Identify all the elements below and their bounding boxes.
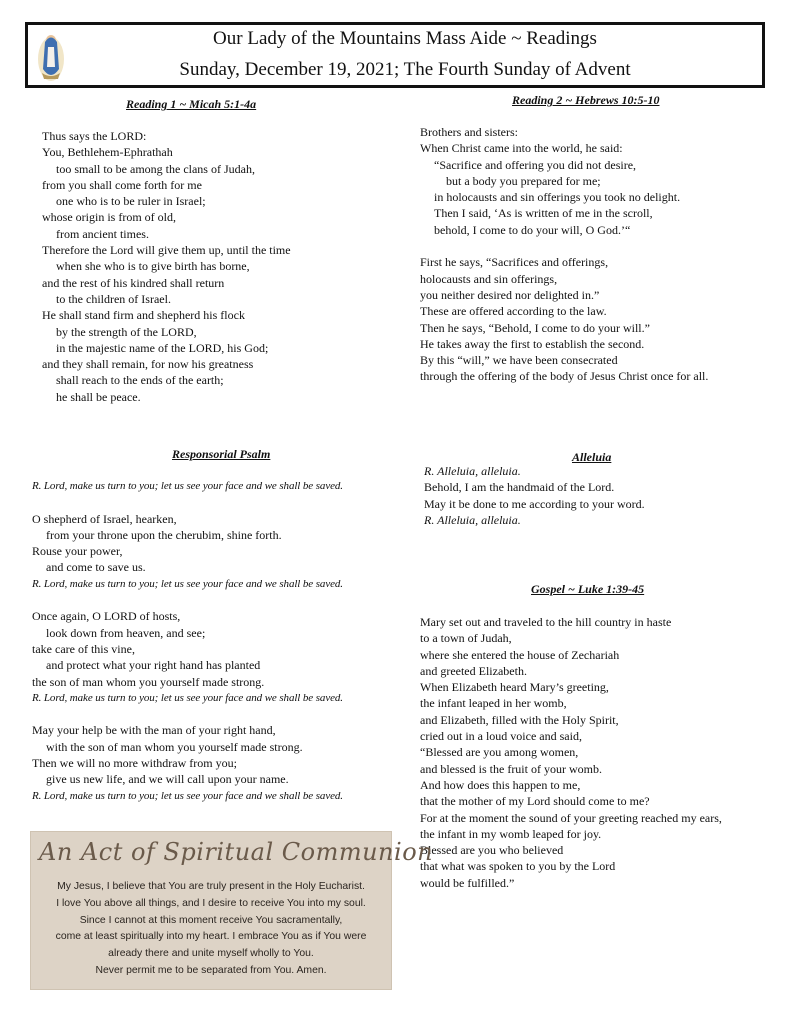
reading1-line: one who is to be ruler in Israel;	[56, 194, 206, 209]
gospel-line: For at the moment the sound of your greeting reached my ears,	[420, 810, 722, 825]
reading1-text	[42, 128, 291, 405]
prayer-line: Never permit me to be separated from You. Amen.	[95, 964, 327, 976]
gospel-line: where she entered the house of Zechariah	[420, 647, 620, 662]
gospel-heading: Gospel ~ Luke 1:39-45	[531, 582, 645, 596]
gospel-line: and Elizabeth, filled with the Holy Spirit,	[420, 712, 619, 727]
reading1-line: and the rest of his kindred shall return	[42, 275, 225, 290]
gospel-line: the infant in my womb leaped for joy.	[420, 826, 602, 841]
reading2-heading: Reading 2 ~ Hebrews 10:5-10	[512, 93, 660, 107]
psalm-line: with the son of man whom you yourself made strong.	[46, 739, 303, 754]
gospel-line: and blessed is the fruit of your womb.	[420, 761, 602, 776]
reading2-line: When Christ came into the world, he said:	[420, 141, 623, 156]
psalm-response: R. Lord, make us turn to you; let us see your face and we shall be saved.	[32, 480, 343, 492]
psalm-line: Once again, O LORD of hosts,	[32, 609, 181, 624]
psalm-response: R. Lord, make us turn to you; let us see your face and we shall be saved.	[32, 789, 343, 802]
gospel-line: When Elizabeth heard Mary’s greeting,	[420, 680, 609, 695]
psalm-line: give us new life, and we will call upon your name.	[46, 772, 289, 787]
reading1-line: He shall stand firm and shepherd his flock	[42, 308, 245, 323]
reading2-line: Then I said, ‘As is written of me in the scroll,	[434, 206, 653, 221]
gospel-line: Blessed are you who believed	[420, 843, 564, 858]
prayer-line: Since I cannot at this moment receive You sacramentally,	[79, 914, 343, 926]
header-date: Sunday, December 19, 2021; The Fourth Sunday of Advent	[179, 59, 631, 80]
reading2-line: holocausts and sin offerings,	[420, 271, 558, 286]
reading2-line: you neither desired nor delighted in.”	[420, 287, 600, 302]
prayer-line: My Jesus, I believe that You are truly present in the Holy Eucharist.	[57, 881, 365, 892]
reading2-line: in holocausts and sin offerings you took no delight.	[434, 190, 681, 205]
header-title: Our Lady of the Mountains Mass Aide ~ Readings	[213, 28, 597, 49]
gospel-line: And how does this happen to me,	[420, 777, 581, 792]
reading1-heading: Reading 1 ~ Micah 5:1-4a	[126, 97, 257, 111]
alleluia-heading: Alleluia	[572, 450, 612, 464]
alleluia-line: R. Alleluia, alleluia.	[424, 464, 521, 478]
reading2-line: “Sacrifice and offering you did not desire,	[434, 157, 637, 172]
reading2-line: Then he says, “Behold, I come to do your will.”	[420, 320, 650, 335]
reading2-line: behold, I come to do your will, O God.’“	[434, 222, 631, 237]
psalm-line: the son of man whom you yourself made strong.	[32, 674, 265, 689]
psalm-line: and come to save us.	[46, 560, 146, 575]
alleluia-line: R. Alleluia, alleluia.	[424, 512, 521, 527]
alleluia-line: May it be done to me according to your word.	[424, 496, 645, 511]
gospel-line: Mary set out and traveled to the hill country in haste	[420, 615, 672, 629]
psalm-line: May your help be with the man of your right hand,	[32, 723, 276, 738]
gospel-line: and greeted Elizabeth.	[420, 663, 527, 678]
reading1-line: and they shall remain, for now his greatness	[42, 357, 254, 372]
spiritual-communion-prayer	[31, 879, 391, 980]
psalm-line: and protect what your right hand has planted	[46, 658, 261, 673]
psalm-line: take care of this vine,	[32, 641, 135, 656]
reading2-line: through the offering of the body of Jesus Christ once for all.	[420, 369, 709, 384]
gospel-line: that the mother of my Lord should come to me?	[420, 794, 650, 809]
reading2-line: First he says, “Sacrifices and offerings,	[420, 255, 609, 270]
reading2-line: By this “will,” we have been consecrated	[420, 353, 618, 368]
reading1-line: from ancient times.	[56, 226, 149, 241]
alleluia-text	[424, 463, 645, 528]
psalm-text	[32, 478, 343, 804]
psalm-line: Then we will no more withdraw from you;	[32, 756, 237, 771]
reading1-line: whose origin is from of old,	[42, 210, 176, 225]
reading1-line: in the majestic name of the LORD, his God;	[56, 340, 269, 355]
reading1-line: from you shall come forth for me	[42, 177, 202, 192]
psalm-line: O shepherd of Israel, hearken,	[32, 511, 177, 526]
reading1-line: to the children of Israel.	[56, 291, 171, 306]
alleluia-line: Behold, I am the handmaid of the Lord.	[424, 480, 615, 495]
prayer-line: come at least spiritually into my heart. I embrace You as if You were	[55, 931, 367, 943]
gospel-line: “Blessed are you among women,	[420, 745, 579, 760]
reading1-line: too small to be among the clans of Judah,	[56, 161, 255, 176]
reading1-line: Thus says the LORD:	[42, 129, 147, 143]
page-header	[25, 22, 765, 88]
reading2-line: but a body you prepared for me;	[446, 173, 601, 188]
gospel-line: the infant leaped in her womb,	[420, 696, 567, 711]
reading2-line: He takes away the first to establish the second.	[420, 336, 645, 351]
spiritual-communion-title: An Act of Spiritual Communion	[39, 838, 434, 866]
psalm-line: from your throne upon the cherubim, shine forth.	[46, 527, 282, 542]
prayer-line: I love You above all things, and I desire to receive You into my soul.	[56, 897, 366, 909]
gospel-line: would be fulfilled.”	[420, 875, 515, 890]
reading1-line: he shall be peace.	[56, 389, 141, 404]
prayer-line: already there and unite myself wholly to You.	[108, 948, 314, 960]
gospel-line: that what was spoken to you by the Lord	[420, 859, 616, 874]
spiritual-communion-card	[30, 831, 434, 990]
psalm-heading: Responsorial Psalm	[172, 447, 271, 461]
psalm-response: R. Lord, make us turn to you; let us see your face and we shall be saved.	[32, 691, 343, 704]
psalm-response: R. Lord, make us turn to you; let us see your face and we shall be saved.	[32, 577, 343, 590]
reading2-line: Brothers and sisters:	[420, 125, 518, 139]
reading1-line: when she who is to give birth has borne,	[56, 259, 250, 274]
psalm-line: Rouse your power,	[32, 544, 123, 559]
reading1-line: Therefore the Lord will give them up, until the time	[42, 243, 291, 258]
reading1-line: shall reach to the ends of the earth;	[56, 373, 224, 388]
reading1-line: You, Bethlehem-Ephrathah	[42, 145, 173, 160]
reading1-line: by the strength of the LORD,	[56, 324, 197, 339]
psalm-line: look down from heaven, and see;	[46, 625, 206, 640]
gospel-line: cried out in a loud voice and said,	[420, 729, 582, 744]
reading2-text	[420, 124, 708, 385]
gospel-text	[420, 614, 722, 891]
gospel-line: to a town of Judah,	[420, 631, 512, 646]
reading2-line: These are offered according to the law.	[420, 304, 607, 319]
